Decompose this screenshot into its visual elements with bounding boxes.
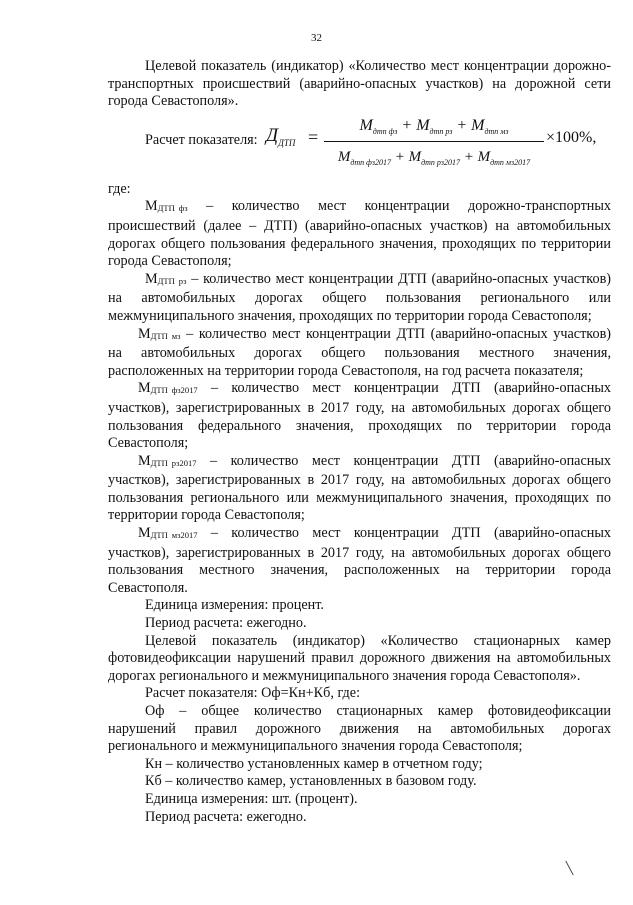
unit-line-2: Единица измерения: шт. (процент).	[145, 790, 358, 807]
formula-denominator: $M_{дтп фз2017} + M_{дтп рз2017} + M_{дтп мз2017}$	[337, 148, 531, 167]
formula-tail: ×100%,	[546, 128, 597, 146]
definition-item: $М_{ДТП}$ $_{фз}$ – количество мест концентрации дорожно-транспортных происшествий (далее – ДТП) (аварийно-опасных участков) на автомобильных дорогах общего пользования федерального значения, проходящих по территории города Севастополя;	[108, 198, 611, 270]
unit-line-1: Единица измерения: процент.	[145, 597, 324, 614]
definition-item: $М_{ДТП}$ $_{мз2017}$ – количество мест концентрации ДТП (аварийно-опасных участков), зарегистрированных в 2017 году, на автомобильных дорогах общего пользования местного значения, расположенных на территории города Севастополя.	[108, 525, 611, 596]
formula-numerator: $M_{дтп фз} + M_{дтп рз} + M_{дтп мз}$	[359, 116, 509, 136]
page-content	[108, 58, 611, 826]
formula-block	[108, 113, 611, 175]
definition-of: Оф – общее количество стационарных камер фотовидеофиксации нарушений правил дорожного движения на автомобильных дорогах регионального и межмуниципального значения города Севастополя;	[108, 703, 611, 755]
definition-item: $М_{ДТП}$ $_{рз}$ – количество мест концентрации ДТП (аварийно-опасных участков) на автомобильных дорогах общего пользования регионального или межмуниципального значения, проходящих по территории города Севастополя;	[108, 270, 611, 324]
page-number: 32	[311, 32, 322, 44]
where-label: где:	[108, 180, 131, 197]
calc-line-2: Расчет показателя: Оф=Кн+Кб, где:	[145, 685, 361, 702]
period-line-1: Период расчета: ежегодно.	[145, 615, 307, 632]
paragraph-indicator-2: Целевой показатель (индикатор) «Количество стационарных камер фотовидеофиксации нарушений правил дорожного движения на автомобильных дорогах регионального и межмуниципального значения города Севастополя».	[108, 632, 611, 684]
definition-kn: Кн – количество установленных камер в отчетном году;	[145, 755, 483, 772]
period-line-2: Период расчета: ежегодно.	[145, 808, 307, 825]
definition-item: $М_{ДТП}$ $_{фз2017}$ – количество мест концентрации ДТП (аварийно-опасных участков), зарегистрированных в 2017 году, на автомобильных дорогах общего пользования федерального значения, проходящих по территории города Севастополя;	[108, 380, 611, 452]
definition-item: $М_{ДТП}$ $_{рз2017}$ – количество мест концентрации ДТП (аварийно-опасных участков), зарегистрированных в 2017 году, на автомобильных дорогах общего пользования регионального или межмуниципального значения, проходящих по территории города Севастополя;	[108, 452, 611, 524]
formula-label: Расчет показателя:	[145, 131, 258, 148]
formula-equals: =	[308, 126, 319, 147]
paragraph-indicator-1: Целевой показатель (индикатор) «Количество мест концентрации дорожно-транспортных происшествий (аварийно-опасных участков) на дорожной сети города Севастополя».	[108, 58, 611, 110]
pen-mark	[565, 861, 573, 876]
formula-lhs: $Д_{ДТП}$	[266, 124, 296, 148]
formula-fraction	[324, 113, 544, 169]
fraction-bar	[324, 141, 544, 142]
definition-kb: Кб – количество камер, установленных в базовом году.	[145, 773, 477, 790]
definition-item: $М_{ДТП}$ $_{мз}$ – количество мест концентрации ДТП (аварийно-опасных участков) на автомобильных дорогах общего пользования местного значения, расположенных на территории города Севастополя, на год расчета показателя;	[108, 325, 611, 379]
